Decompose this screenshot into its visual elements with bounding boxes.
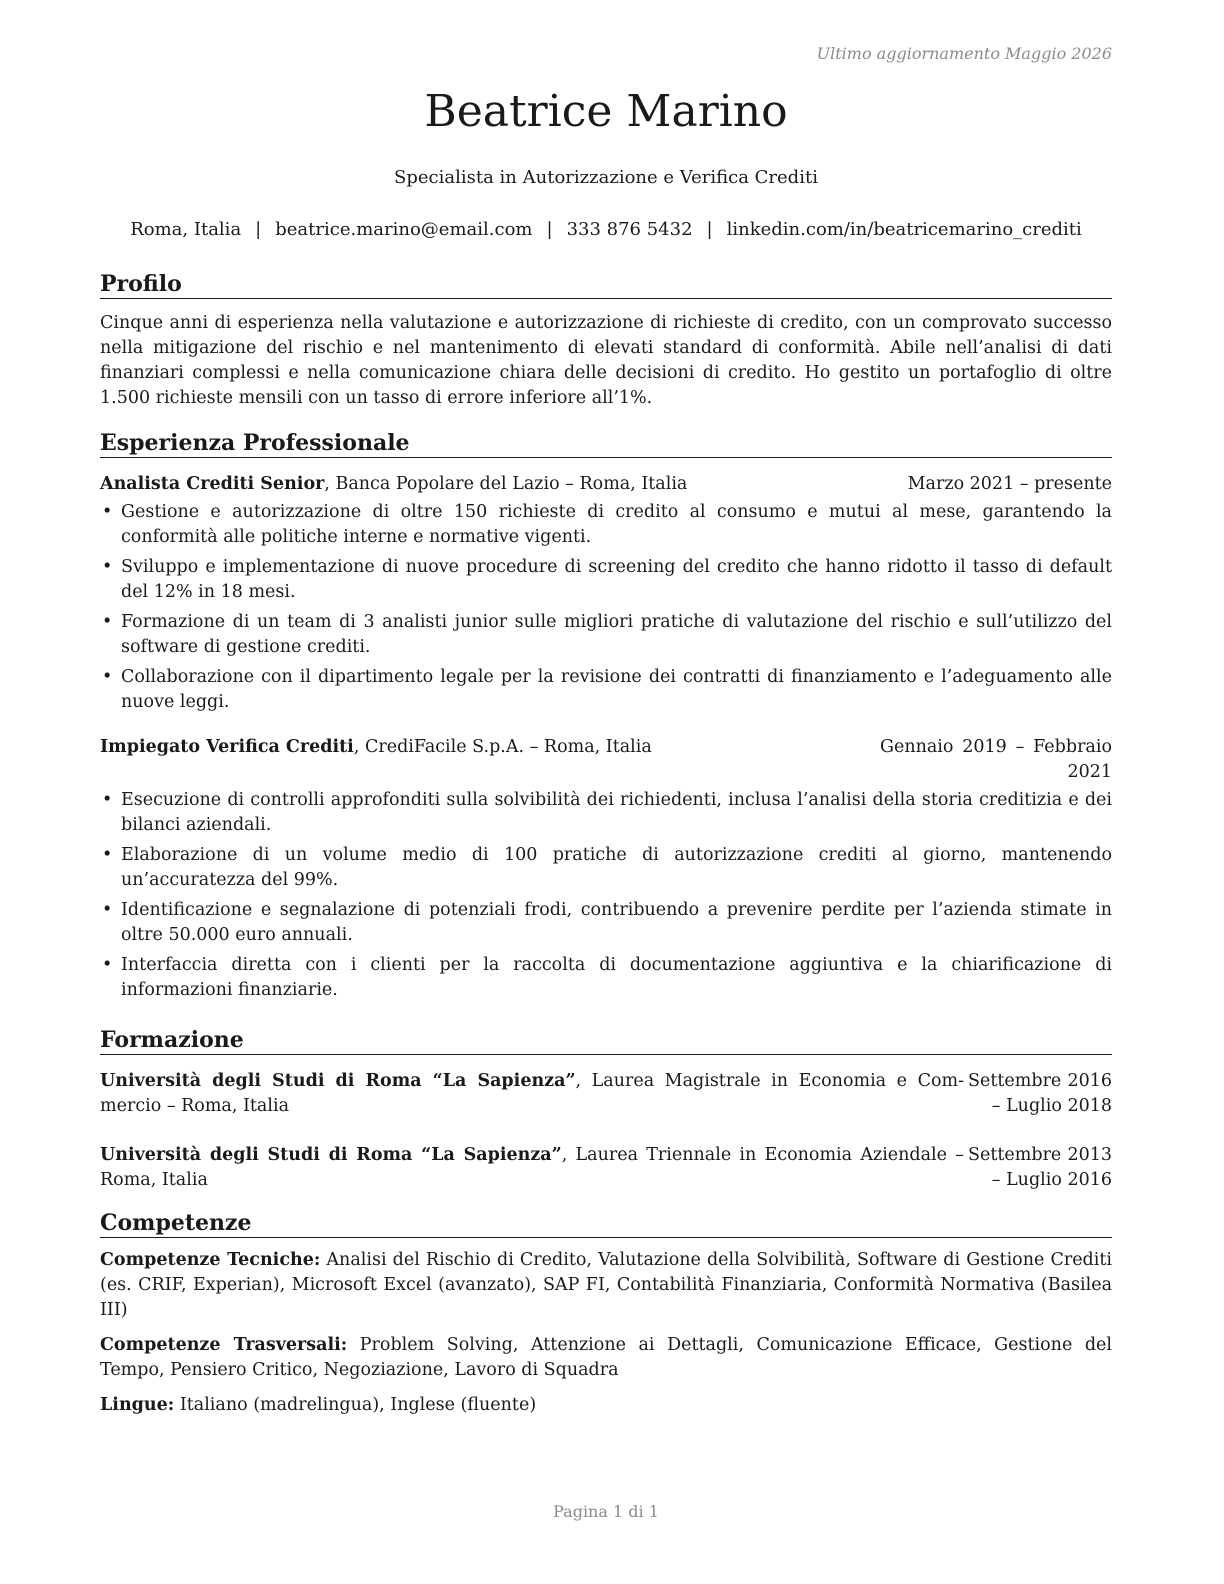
section-title-experience: Esperienza Professionale <box>100 430 1112 458</box>
experience-section <box>100 430 1112 1008</box>
section-title-education: Formazione <box>100 1027 1112 1055</box>
section-title-profile: Profilo <box>100 271 1112 299</box>
contact-linkedin[interactable]: linkedin.com/in/beatricemarino_crediti <box>726 219 1082 240</box>
resume-page <box>100 0 1112 1584</box>
job-bullets <box>100 500 1112 715</box>
contact-phone[interactable]: 333 876 5432 <box>566 219 693 240</box>
list-item: • Sviluppo e implementazione di nuove procedure di screening del credito che hanno ridotto il tasso di default del 12% in 18 mesi. <box>100 555 1112 605</box>
profile-section <box>100 271 1112 411</box>
education-section <box>100 1027 1112 1193</box>
skills-soft-text: Problem Solving, Attenzione ai Dettagli, Comunicazione Efficace, Gestione del Tempo, Pensiero Critico, Negoziazione, Lavoro di Squadra <box>100 1335 1112 1380</box>
education-degree: , Laurea Magistrale in Economia e Com-mercio – Roma, Italia <box>100 1071 964 1116</box>
job-dates: Gennaio 2019 – Febbraio 2021 <box>880 737 1112 782</box>
skills-languages-text: Italiano (madrelingua), Inglese (fluente) <box>179 1395 537 1415</box>
profile-text: Cinque anni di esperienza nella valutazione e autorizzazione di richieste di credito, con un comprovato successo nella mitigazione del rischio e nel mantenimento di elevati standard di conformità. Abile nell’analisi di dati finanziari complessi e nella comunicazione chiara delle decisioni di credito. Ho gestito un portafoglio di oltre 1.500 richieste mensili con un tasso di errore inferiore all’1%. <box>100 313 1112 408</box>
list-item: • Gestione e autorizzazione di oltre 150 richieste di credito al consumo e mutui al mese, garantendo la conformità alle politiche interne e normative vigenti. <box>100 500 1112 550</box>
candidate-name: Beatrice Marino <box>424 86 788 137</box>
section-title-skills: Competenze <box>100 1210 1112 1238</box>
job-title: Specialista in Autorizzazione e Verifica Crediti <box>394 167 818 188</box>
education-school: Università degli Studi di Roma “La Sapienza” <box>100 1071 576 1091</box>
list-item: • Elaborazione di un volume medio di 100 pratiche di autorizzazione crediti al giorno, mantenendo un’accuratezza del 99%. <box>100 843 1112 893</box>
contact-separator: | <box>706 219 713 240</box>
page-number: Pagina 1 di 1 <box>553 1502 659 1521</box>
education-entry <box>100 1069 1112 1119</box>
contact-separator: | <box>546 219 553 240</box>
contact-line <box>100 219 1112 240</box>
contact-city: Roma, Italia <box>130 219 242 240</box>
list-item: • Interfaccia diretta con i clienti per la raccolta di documentazione aggiuntiva e la chiarificazione di informazioni finanziarie. <box>100 953 1112 1003</box>
skills-languages <box>100 1393 1112 1418</box>
skills-technical <box>100 1248 1112 1323</box>
list-item: • Identificazione e segnalazione di potenziali frodi, contribuendo a prevenire perdite per l’azienda stimate in oltre 50.000 euro annuali. <box>100 898 1112 948</box>
contact-separator: | <box>255 219 262 240</box>
education-entry <box>100 1143 1112 1193</box>
job-bullets <box>100 788 1112 1003</box>
skills-section <box>100 1210 1112 1418</box>
job-role: Impiegato Verifica Crediti <box>100 737 354 757</box>
job-company: , CrediFacile S.p.A. – Roma, Italia <box>353 737 652 757</box>
job-header <box>100 735 1112 785</box>
list-item: • Collaborazione con il dipartimento legale per la revisione dei contratti di finanziamento e l’adeguamento alle nuove leggi. <box>100 665 1112 715</box>
last-updated: Ultimo aggiornamento Maggio 2026 <box>816 44 1112 63</box>
list-item: • Formazione di un team di 3 analisti junior sulle migliori pratiche di valutazione del rischio e sull’utilizzo del software di gestione crediti. <box>100 610 1112 660</box>
skills-technical-label: Competenze Tecniche: <box>100 1250 321 1270</box>
skills-soft-label: Competenze Trasversali: <box>100 1335 348 1355</box>
skills-soft <box>100 1333 1112 1383</box>
education-dates: Settembre 2016 – Luglio 2018 <box>968 1071 1112 1116</box>
education-dates: Settembre 2013 – Luglio 2016 <box>968 1145 1112 1190</box>
job-dates: Marzo 2021 – presente <box>907 474 1112 494</box>
job-role: Analista Crediti Senior <box>100 474 325 494</box>
job-header <box>100 472 1112 497</box>
skills-technical-text: Analisi del Rischio di Credito, Valutazione della Solvibilità, Software di Gestione Crediti (es. CRIF, Experian), Microsoft Excel (avanzato), SAP FI, Contabilità Finanziaria, Conformità Normativa (Basilea III) <box>100 1250 1112 1320</box>
education-degree: , Laurea Triennale in Economia Aziendale – Roma, Italia <box>100 1145 965 1190</box>
skills-languages-label: Lingue: <box>100 1395 175 1415</box>
job-company: , Banca Popolare del Lazio – Roma, Italia <box>324 474 688 494</box>
contact-email[interactable]: beatrice.marino@email.com <box>275 219 533 240</box>
education-school: Università degli Studi di Roma “La Sapienza” <box>100 1145 562 1165</box>
list-item: • Esecuzione di controlli approfonditi sulla solvibilità dei richiedenti, inclusa l’analisi della storia creditizia e dei bilanci aziendali. <box>100 788 1112 838</box>
